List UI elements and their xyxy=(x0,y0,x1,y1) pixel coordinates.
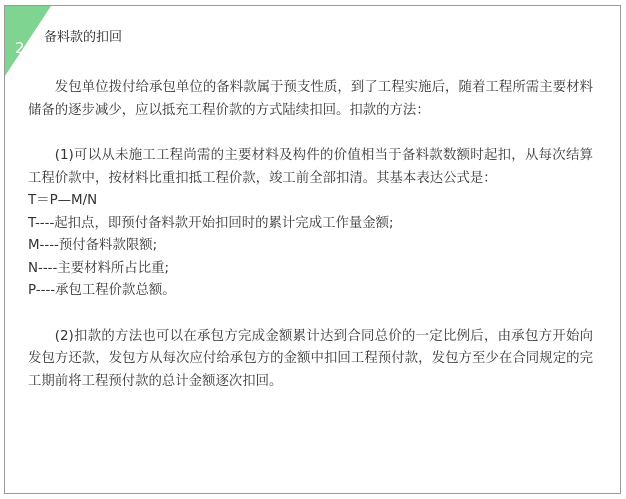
section-title: 备料款的扣回 xyxy=(44,30,123,45)
paragraph-gap xyxy=(28,122,593,145)
definition-t: T----起扣点，即预付备料款开始扣回时的累计完成工作量金额; xyxy=(28,215,394,231)
definition-p: P----承包工程价款总额。 xyxy=(28,283,176,298)
article-body xyxy=(28,77,593,393)
formula-line: T＝P—M/N xyxy=(28,193,98,208)
method-2-paragraph: (2)扣款的方法也可以在承包方完成金额累计达到合同总价的一定比例后，由承包方开始向发包方还款，发包方从每次应付给承包方的金额中扣回工程预付款，发包方至少在合同规定的完工期前将工程预付款的总计金额逐次扣回。 xyxy=(28,328,593,389)
method-1-paragraph: (1)可以从未施工工程尚需的主要材料及构件的价值相当于备料款数额时起扣，从每次结算工程价款中，按材料比重扣抵工程价款，竣工前全部扣清。其基本表达公式是： xyxy=(28,148,593,186)
section-number: 2 xyxy=(15,39,25,57)
intro-paragraph: 发包单位拨付给承包单位的备料款属于预支性质，到了工程实施后，随着工程所需主要材料储备的逐步减少，应以抵充工程价款的方式陆续扣回。扣款的方法： xyxy=(28,80,593,118)
definition-n: N----主要材料所占比重; xyxy=(28,260,169,276)
definition-m: M----预付备料款限额; xyxy=(28,238,158,253)
paragraph-gap xyxy=(28,303,593,326)
